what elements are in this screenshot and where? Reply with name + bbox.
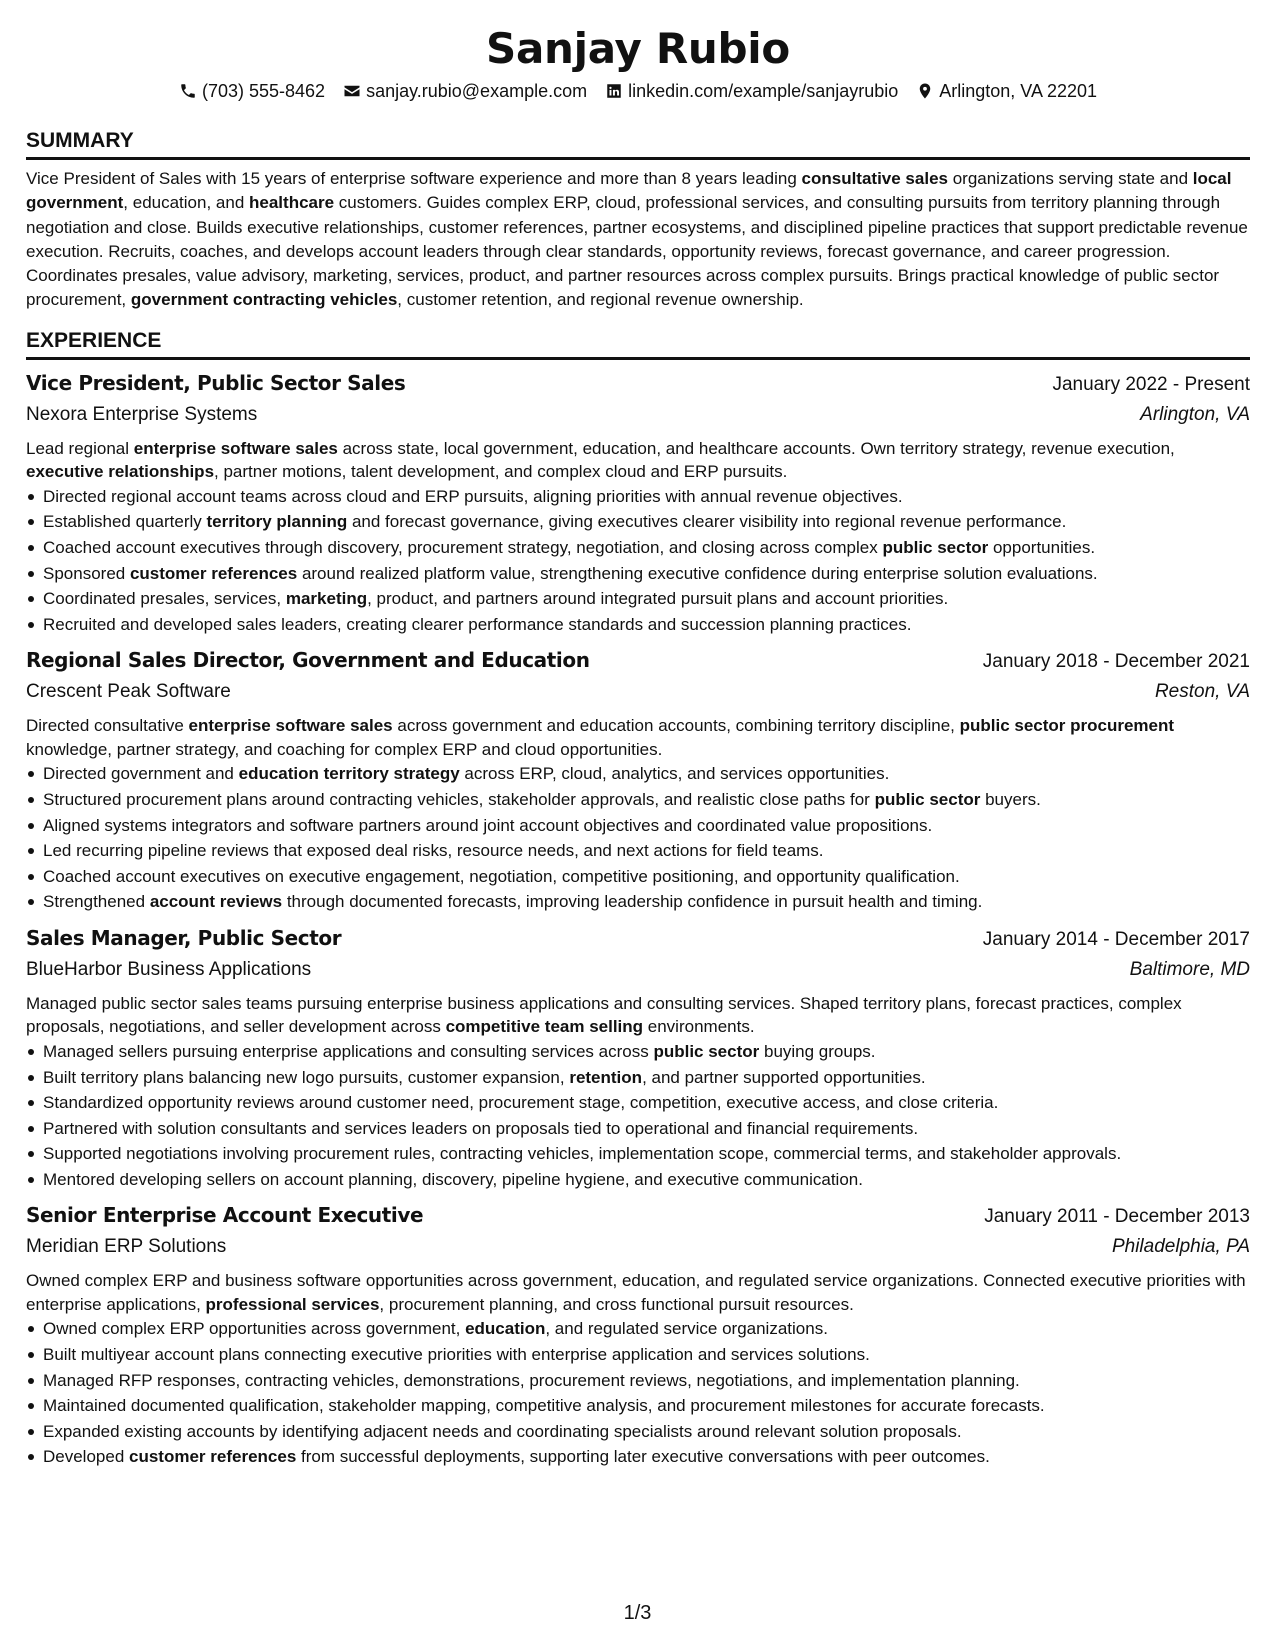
- bold-keyword: public sector procurement: [959, 716, 1175, 736]
- job-dates: January 2022 - Present: [1052, 373, 1250, 395]
- text-segment: Coordinated presales, services,: [43, 589, 286, 609]
- bullet-item: [26, 1090, 1250, 1116]
- text-segment: Aligned systems integrators and software partners around joint account objectives and coordinated value propositions.: [43, 815, 933, 835]
- text-segment: Expanded existing accounts by identifying adjacent needs and coordinating specialists around relevant solution proposals.: [43, 1421, 962, 1441]
- job-company: Crescent Peak Software: [26, 681, 231, 703]
- job-company: BlueHarbor Business Applications: [26, 958, 312, 980]
- bullet-item: [26, 1065, 1250, 1091]
- bullet-item: [26, 1167, 1250, 1193]
- job-dates: January 2014 - December 2017: [982, 928, 1250, 950]
- text-segment: , and partner supported opportunities.: [642, 1067, 926, 1087]
- job-entry: [26, 1200, 1250, 1470]
- text-segment: Directed consultative: [26, 716, 189, 736]
- text-segment: Coached account executives on executive engagement, negotiation, competitive positioning, and opportunity qualification.: [43, 866, 960, 886]
- text-segment: Coached account executives through discovery, procurement strategy, negotiation, and closing across complex: [43, 537, 883, 557]
- job-title: Sales Manager, Public Sector: [26, 925, 342, 950]
- job-entry: [26, 368, 1250, 638]
- job-entry: [26, 645, 1250, 915]
- job-company-row: [26, 955, 1250, 985]
- text-segment: around realized platform value, strengthening executive confidence during enterprise solution evaluations.: [297, 563, 1098, 583]
- text-segment: opportunities.: [988, 537, 1096, 557]
- job-dates: January 2011 - December 2013: [984, 1206, 1250, 1228]
- contact-linkedin[interactable]: [605, 78, 898, 104]
- contact-location: [916, 78, 1097, 104]
- text-segment: Mentored developing sellers on account planning, discovery, pipeline hygiene, and executive communication.: [43, 1169, 863, 1189]
- bullet-item: [26, 1039, 1250, 1065]
- job-header-row: [26, 368, 1250, 400]
- text-segment: buyers.: [980, 789, 1041, 809]
- bold-keyword: marketing: [285, 589, 368, 609]
- text-segment: Managed RFP responses, contracting vehicles, demonstrations, procurement reviews, negotiations, and implementation planning.: [43, 1370, 1020, 1390]
- text-segment: and forecast governance, giving executives clearer visibility into regional revenue performance.: [347, 512, 1067, 532]
- text-segment: across state, local government, education, and healthcare accounts. Own territory strategy, revenue execution,: [337, 438, 1175, 458]
- bold-keyword: education: [465, 1319, 546, 1339]
- text-segment: Sponsored: [43, 563, 130, 583]
- bullet-item: [26, 1116, 1250, 1142]
- bullet-item: [26, 787, 1250, 813]
- bullet-item: [26, 612, 1250, 638]
- summary-text: [26, 167, 1250, 313]
- text-segment: Structured procurement plans around contracting vehicles, stakeholder approvals, and realistic close paths for: [43, 789, 875, 809]
- bold-keyword: consultative sales: [801, 169, 948, 188]
- job-title: Regional Sales Director, Government and Education: [26, 648, 590, 673]
- bold-keyword: enterprise software sales: [188, 716, 393, 736]
- job-header-row: [26, 645, 1250, 677]
- text-segment: Developed: [43, 1447, 130, 1467]
- bold-keyword: government contracting vehicles: [130, 290, 398, 310]
- job-location: Reston, VA: [1154, 681, 1250, 703]
- email-text[interactable]: sanjay.rubio@example.com: [366, 81, 588, 101]
- job-title: Vice President, Public Sector Sales: [26, 370, 406, 395]
- contact-phone: [179, 78, 325, 104]
- bullet-item: [26, 1141, 1250, 1167]
- phone-text: (703) 555-8462: [201, 81, 326, 101]
- bold-keyword: executive relationships: [26, 462, 215, 482]
- text-segment: customers. Guides complex ERP, cloud, professional services, and consulting pursuits from territory planning through negotiation and close. Builds executive relationships, customer references, partner ecosystems, and disciplined pipeline practices that support predictable revenue execution. Recruits, coaches, and develops account leaders through clear standards, opportunity reviews, forecast governance, and career progression. Coordinates presales, value advisory, marketing, services, product, and partner resources across complex pursuits. Brings practical knowledge of public sector procurement,: [26, 193, 1248, 310]
- bullet-item: [26, 864, 1250, 890]
- text-segment: organizations serving state and: [947, 169, 1193, 188]
- bold-keyword: territory planning: [206, 512, 348, 532]
- linkedin-icon: [605, 82, 623, 100]
- bullet-item: [26, 813, 1250, 839]
- text-segment: Owned complex ERP opportunities across government,: [43, 1319, 466, 1339]
- resume-page: [26, 22, 1250, 1470]
- text-segment: Strengthened: [43, 892, 150, 912]
- job-bullets: [26, 761, 1250, 915]
- bold-keyword: public sector: [882, 537, 989, 557]
- text-segment: Standardized opportunity reviews around customer need, procurement stage, competition, executive access, and close criteria.: [43, 1093, 999, 1113]
- bullet-item: [26, 509, 1250, 535]
- text-segment: Built territory plans balancing new logo pursuits, customer expansion,: [43, 1067, 570, 1087]
- text-segment: Directed government and: [43, 764, 239, 784]
- text-segment: Directed regional account teams across cloud and ERP pursuits, aligning priorities with annual revenue objectives.: [43, 486, 903, 506]
- job-bullets: [26, 1316, 1250, 1470]
- text-segment: from successful deployments, supporting later executive conversations with peer outcomes.: [296, 1447, 990, 1467]
- text-segment: Recruited and developed sales leaders, creating clearer performance standards and succession planning practices.: [43, 614, 912, 634]
- text-segment: buying groups.: [759, 1041, 876, 1061]
- bullet-item: [26, 1342, 1250, 1368]
- job-header-row: [26, 1200, 1250, 1232]
- bullet-item: [26, 561, 1250, 587]
- contact-email[interactable]: [343, 78, 587, 104]
- job-bullets: [26, 484, 1250, 638]
- text-segment: Vice President of Sales with 15 years of enterprise software experience and more than 8 years leading: [26, 169, 802, 188]
- bold-keyword: competitive team selling: [445, 1017, 644, 1037]
- job-description: [26, 1269, 1250, 1316]
- text-segment: Supported negotiations involving procurement rules, contracting vehicles, implementation scope, commercial terms, and stakeholder approvals.: [43, 1144, 1122, 1164]
- text-segment: Led recurring pipeline reviews that exposed deal risks, resource needs, and next actions for field teams.: [43, 841, 824, 861]
- text-segment: through documented forecasts, improving leadership confidence in pursuit health and timing.: [282, 892, 983, 912]
- text-segment: Maintained documented qualification, stakeholder mapping, competitive analysis, and procurement milestones for accurate forecasts.: [43, 1396, 1045, 1416]
- bullet-item: [26, 838, 1250, 864]
- bold-keyword: professional services: [205, 1294, 380, 1314]
- text-segment: across government and education accounts, combining territory discipline,: [392, 716, 960, 736]
- bullet-item: [26, 1368, 1250, 1394]
- job-company-row: [26, 677, 1250, 707]
- text-segment: , education, and: [123, 193, 250, 213]
- text-segment: Partnered with solution consultants and services leaders on proposals tied to operational and financial requirements.: [43, 1118, 919, 1138]
- job-entry: [26, 923, 1250, 1193]
- linkedin-text[interactable]: linkedin.com/example/sanjayrubio: [628, 81, 899, 101]
- text-segment: , procurement planning, and cross functional pursuit resources.: [379, 1294, 854, 1314]
- bold-keyword: retention: [569, 1067, 643, 1087]
- map-pin-icon: [916, 82, 934, 100]
- job-company: Nexora Enterprise Systems: [26, 403, 258, 425]
- job-description: [26, 992, 1250, 1039]
- phone-icon: [179, 82, 197, 100]
- text-segment: knowledge, partner strategy, and coaching for complex ERP and cloud opportunities.: [26, 739, 663, 759]
- bold-keyword: customer references: [129, 563, 298, 583]
- job-location: Arlington, VA: [1140, 403, 1250, 425]
- bold-keyword: education territory strategy: [238, 764, 460, 784]
- job-company: Meridian ERP Solutions: [26, 1236, 227, 1258]
- job-company-row: [26, 1232, 1250, 1262]
- bold-keyword: account reviews: [149, 892, 283, 912]
- text-segment: , customer retention, and regional revenue ownership.: [397, 290, 804, 310]
- job-title: Senior Enterprise Account Executive: [26, 1203, 424, 1228]
- bold-keyword: enterprise software sales: [133, 438, 338, 458]
- text-segment: , product, and partners around integrated pursuit plans and account priorities.: [367, 589, 949, 609]
- bold-keyword: public sector: [874, 789, 981, 809]
- text-segment: across ERP, cloud, analytics, and services opportunities.: [459, 764, 890, 784]
- job-description: [26, 437, 1250, 484]
- bullet-item: [26, 761, 1250, 787]
- bullet-item: [26, 1419, 1250, 1445]
- job-description: [26, 714, 1250, 761]
- job-location: Baltimore, MD: [1129, 958, 1250, 980]
- experience-section: [26, 328, 1250, 1470]
- summary-heading: SUMMARY: [26, 128, 1250, 160]
- bold-keyword: customer references: [129, 1447, 297, 1467]
- text-segment: , partner motions, talent development, and complex cloud and ERP pursuits.: [214, 462, 788, 482]
- text-segment: environments.: [643, 1017, 755, 1037]
- bullet-item: [26, 1444, 1250, 1470]
- text-segment: Established quarterly: [43, 512, 207, 532]
- bold-keyword: local government: [26, 169, 1232, 213]
- text-segment: Managed public sector sales teams pursuing enterprise business applications and consulting services. Shaped territory plans, forecast practices, complex proposals, negotiations, and seller development across: [26, 993, 1182, 1037]
- summary-section: [26, 128, 1250, 313]
- location-text: Arlington, VA 22201: [939, 81, 1098, 101]
- contact-bar: [26, 78, 1250, 104]
- bullet-item: [26, 889, 1250, 915]
- job-list: [26, 368, 1250, 1470]
- text-segment: , and regulated service organizations.: [545, 1319, 828, 1339]
- page-number: 1/3: [623, 1602, 652, 1624]
- experience-heading: EXPERIENCE: [26, 328, 1250, 360]
- bullet-item: [26, 484, 1250, 510]
- envelope-icon: [343, 82, 361, 100]
- job-company-row: [26, 400, 1250, 430]
- bold-keyword: public sector: [653, 1041, 760, 1061]
- candidate-name: Sanjay Rubio: [486, 24, 790, 73]
- bullet-item: [26, 1316, 1250, 1342]
- job-bullets: [26, 1039, 1250, 1193]
- text-segment: Lead regional: [26, 438, 134, 458]
- job-location: Philadelphia, PA: [1111, 1236, 1250, 1258]
- text-segment: Managed sellers pursuing enterprise applications and consulting services across: [43, 1041, 654, 1061]
- bullet-item: [26, 1393, 1250, 1419]
- bold-keyword: healthcare: [249, 193, 335, 213]
- job-header-row: [26, 923, 1250, 955]
- bullet-item: [26, 586, 1250, 612]
- job-dates: January 2018 - December 2021: [982, 651, 1250, 673]
- text-segment: Owned complex ERP and business software opportunities across government, education, and regulated service organizations. Connected executive priorities with enterprise applications,: [26, 1271, 1246, 1314]
- bullet-item: [26, 535, 1250, 561]
- text-segment: Built multiyear account plans connecting executive priorities with enterprise application and services solutions.: [43, 1345, 870, 1365]
